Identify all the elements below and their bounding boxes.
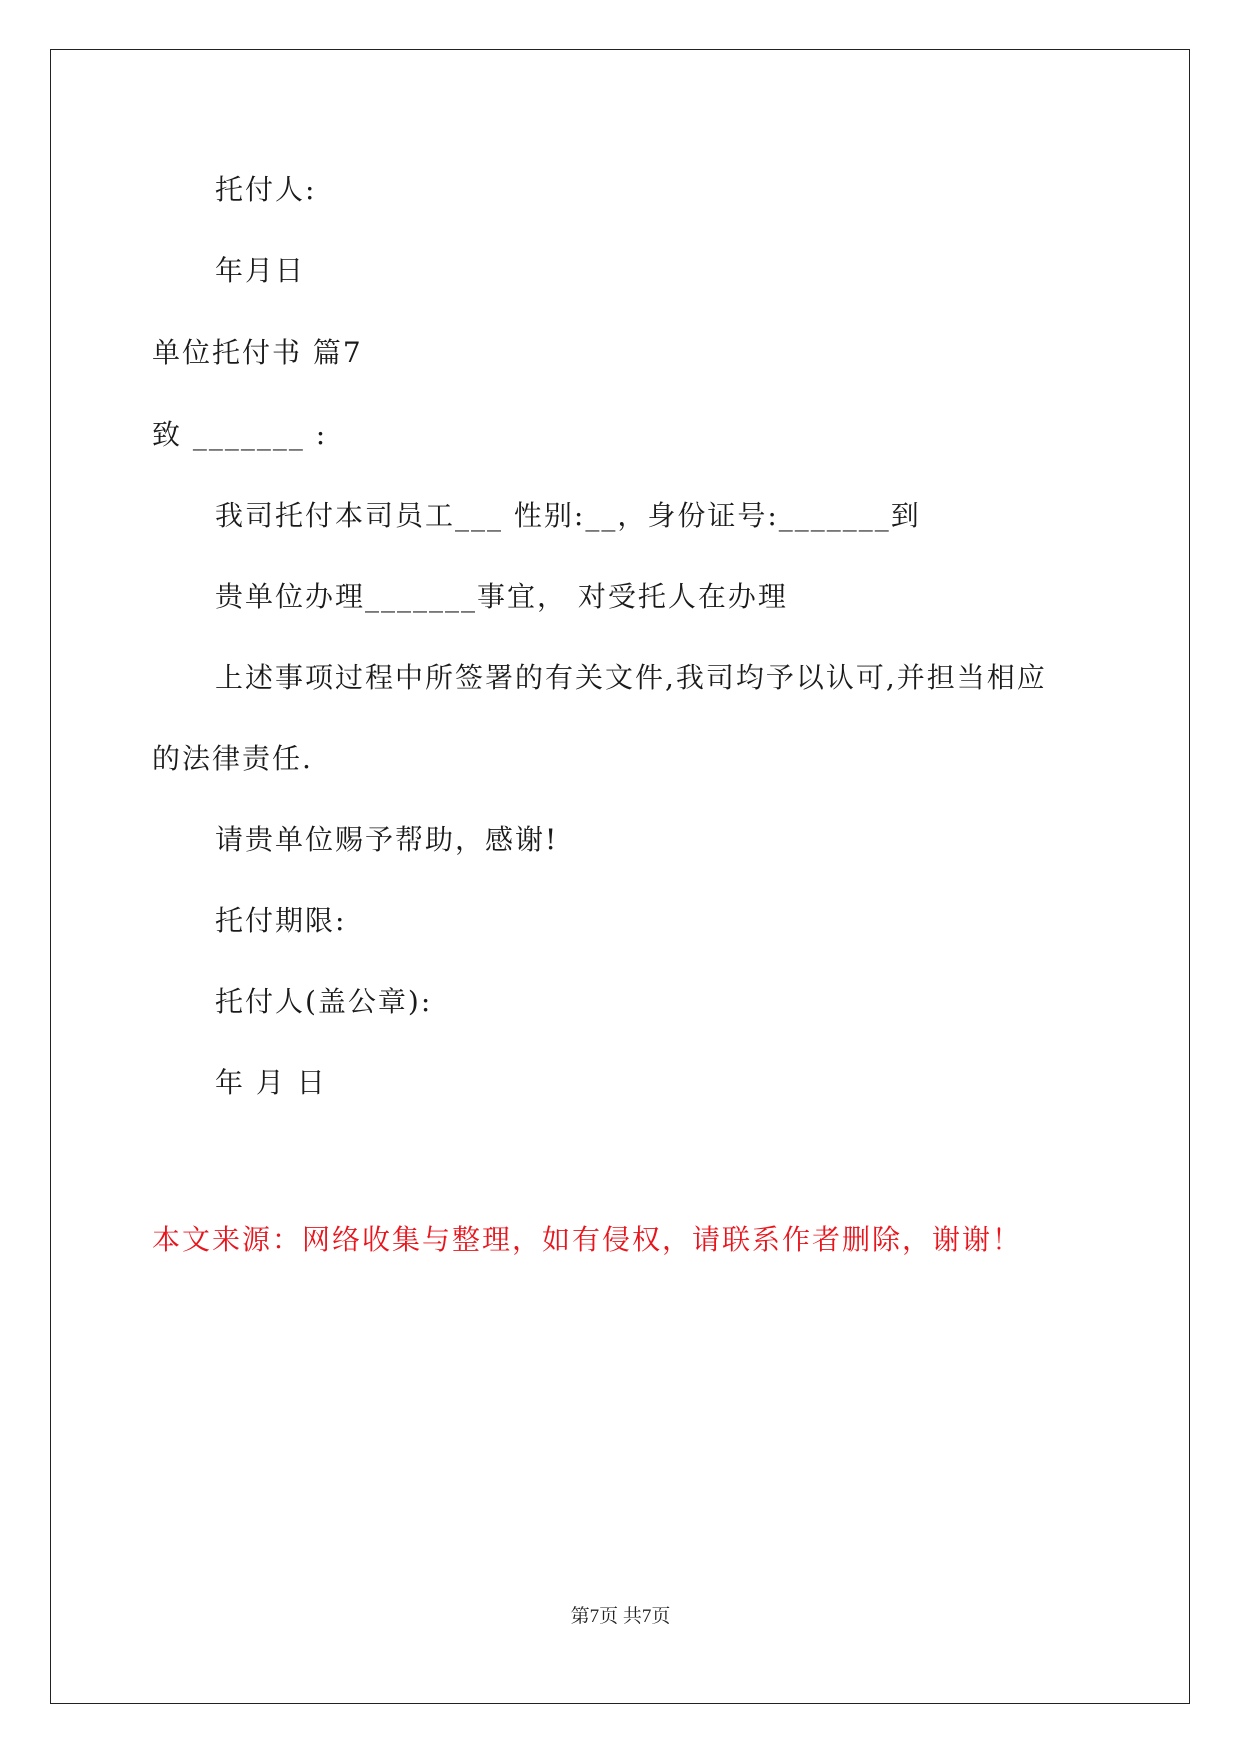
text-line-signature-date: 年 月 日 [215, 1066, 327, 1099]
text-line-seal: 托付人(盖公章): [215, 985, 433, 1018]
source-notice: 本文来源：网络收集与整理，如有侵权，请联系作者删除，谢谢！ [152, 1223, 1023, 1256]
text-line-matter: 贵单位办理_______事宜， 对受托人在办理 [215, 580, 788, 613]
section-heading: 单位托付书 篇7 [152, 336, 363, 369]
text-line-liability: 的法律责任. [152, 742, 313, 775]
page-border [50, 49, 1190, 1704]
text-line-employee: 我司托付本司员工___ 性别:__，身份证号:_______到 [215, 499, 921, 532]
page-number: 第7页 共7页 [570, 1606, 671, 1627]
text-line-date: 年月日 [215, 254, 306, 287]
text-line-addressee: 致 _______ : [152, 418, 328, 451]
text-line-thanks: 请贵单位赐予帮助，感谢! [215, 823, 559, 856]
text-line-documents: 上述事项过程中所签署的有关文件,我司均予以认可,并担当相应 [215, 661, 1047, 694]
text-line-delegator: 托付人: [215, 173, 317, 206]
text-line-period: 托付期限: [215, 904, 347, 937]
